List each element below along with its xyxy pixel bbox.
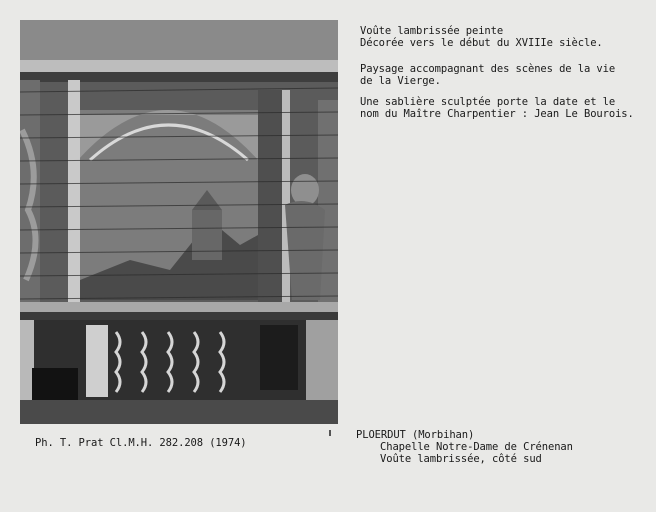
caption-description-line-1: Paysage accompagnant des scènes de la vie (360, 63, 616, 75)
caption-note-line-2: nom du Maître Charpentier : Jean Le Bourois. (360, 108, 634, 120)
photo-credit: Ph. T. Prat Cl.M.H. 282.208 (1974) (35, 437, 247, 449)
location-building: Chapelle Notre-Dame de Crénenan (380, 441, 573, 453)
caption-description-line-2: de la Vierge. (360, 75, 441, 87)
caption-date: Décorée vers le début du XVIIIe siècle. (360, 37, 603, 49)
painted-wooden-vault-photo-icon (20, 20, 338, 424)
location-commune: PLOERDUT (Morbihan) (356, 429, 475, 441)
caption-title: Voûte lambrissée peinte (360, 25, 504, 37)
vault-photograph (20, 20, 338, 424)
caption-note-line-1: Une sablière sculptée porte la date et le (360, 96, 616, 108)
location-subject: Voûte lambrissée, côté sud (380, 453, 542, 465)
registration-mark (329, 430, 331, 436)
